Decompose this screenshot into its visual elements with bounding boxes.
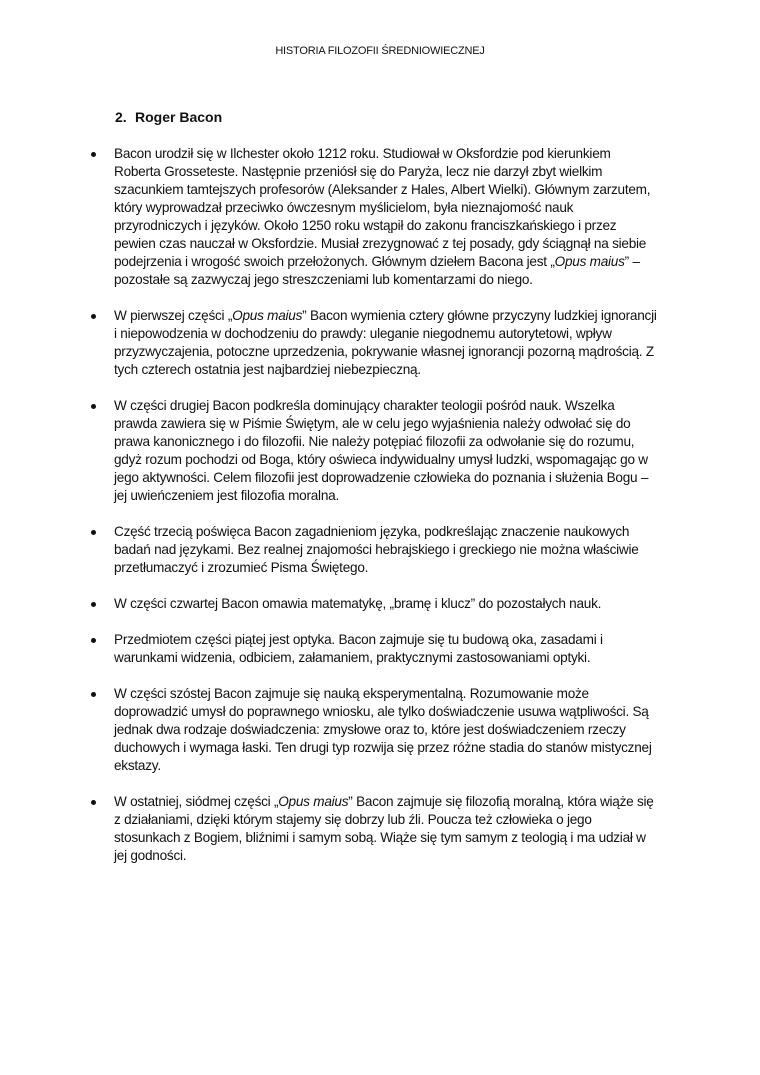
bullet-italic-title: Opus maius xyxy=(278,794,349,809)
bullet-text-part: Przedmiotem części piątej jest optyka. Bacon zajmuje się tu budową oka, zasadami i warunkami widzenia, odbiciem, załamaniem, praktycznymi zastosowaniami optyki. xyxy=(114,632,603,665)
bullet-item xyxy=(0,145,660,289)
bullet-text xyxy=(114,398,648,503)
bullet-text xyxy=(114,596,601,611)
bullet-item xyxy=(0,631,660,667)
bullet-item xyxy=(0,397,660,505)
bullet-icon xyxy=(91,638,96,643)
bullet-text-part: W części czwartej Bacon omawia matematykę, „bramę i klucz” do pozostałych nauk. xyxy=(114,596,602,611)
bullet-text-part: ” Bacon zajmuje się filozofią moralną, która wiąże się z działaniami, dzięki którym stajemy się dobrzy lub źli. Poucza też człowieka o jego stosunkach z Bogiem, bliźnimi i samym sobą. Wiąże się tym samym z teologią i ma udział w jej godności. xyxy=(114,794,654,863)
bullet-icon xyxy=(91,152,96,157)
bullet-item xyxy=(0,685,660,775)
bullet-item xyxy=(0,793,660,865)
bullet-text xyxy=(114,524,639,575)
bullet-text-part: W części szóstej Bacon zajmuje się nauką eksperymentalną. Rozumowanie może doprowadzić umysł do poprawnego wniosku, ale tylko doświadczenie usuwa wątpliwości. Są jednak dwa rodzaje doświadczenia: zmysłowe oraz to, które jest doświadczeniem rzeczy duchowych i wymaga łaski. Ten drugi typ rozwija się przez różne stadia do stanów mistycznej ekstazy. xyxy=(114,686,652,773)
bullet-text-part: W części drugiej Bacon podkreśla dominujący charakter teologii pośród nauk. Wszelka prawda zawiera się w Piśmie Świętym, ale w celu jego wyjaśnienia należy odwołać się do prawa kanonicznego i do filozofii. Nie należy potępiać filozofii za odwołanie się do rozumu, gdyż rozum pochodzi od Boga, który oświeca indywidualny umysł ludzki, wspomagając go w jego aktywności. Celem filozofii jest doprowadzenie człowieka do poznania i służenia Bogu – jej uwieńczeniem jest filozofia moralna. xyxy=(114,398,649,503)
bullet-text xyxy=(114,308,657,377)
section-number: 2. xyxy=(115,109,127,125)
bullet-italic-title: Opus maius xyxy=(232,308,303,323)
bullet-text xyxy=(114,146,650,287)
bullet-text-part: ” Bacon wymienia cztery główne przyczyny ludzkiej ignorancji i niepowodzenia w dochodzeniu do prawdy: uleganie niegodnemu autorytetowi, wpływ przyzwyczajenia, potoczne uprzedzenia, pokrywanie własnej ignorancji pozorną mądrością. Z tych czterech ostatnia jest najbardziej niebezpieczną. xyxy=(114,308,657,377)
bullet-icon xyxy=(91,404,96,409)
running-header: HISTORIA FILOZOFII ŚREDNIOWIECZNEJ xyxy=(275,45,485,57)
bullet-text-part: Bacon urodził się w Ilchester około 1212 roku. Studiował w Oksfordzie pod kierunkiem Roberta Grosseteste. Następnie przeniósł się do Paryża, lecz nie darzył zbyt wielkim szacunkiem tamtejszych profesorów (Aleksander z Hales, Albert Wielki). Głównym zarzutem, który wyprowadzał przeciwko ówczesnym myślicielom, była nieznajomość nauk przyrodniczych i języków. Około 1250 roku wstąpił do zakonu franciszkańskiego i przez pewien czas nauczał w Oksfordzie. Musiał zrezygnować z tej posady, gdy ściągnął na siebie podejrzenia i wrogość swoich przełożonych. Głównym dziełem Bacona jest „ xyxy=(114,146,651,269)
bullet-text xyxy=(114,632,603,665)
bullet-item xyxy=(0,523,660,577)
bullet-list xyxy=(0,145,760,883)
bullet-text xyxy=(114,794,654,863)
bullet-icon xyxy=(91,314,96,319)
section-heading xyxy=(115,109,222,125)
bullet-item xyxy=(0,307,660,379)
bullet-icon xyxy=(91,800,96,805)
bullet-icon xyxy=(91,602,96,607)
bullet-italic-title: Opus maius xyxy=(554,254,625,269)
bullet-text xyxy=(114,686,652,773)
bullet-icon xyxy=(91,692,96,697)
bullet-text-part: Część trzecią poświęca Bacon zagadnieniom języka, podkreślając znaczenie naukowych badań nad językami. Bez realnej znajomości hebrajskiego i greckiego nie można właściwie przetłumaczyć i zrozumieć Pisma Świętego. xyxy=(114,524,639,575)
section-title: Roger Bacon xyxy=(135,109,223,125)
bullet-icon xyxy=(91,530,96,535)
bullet-text-part: W pierwszej części „ xyxy=(114,308,233,323)
bullet-text-part: ” – pozostałe są zazwyczaj jego streszczeniami lub komentarzami do niego. xyxy=(114,254,640,287)
bullet-item xyxy=(0,595,660,613)
bullet-text-part: W ostatniej, siódmej części „ xyxy=(114,794,279,809)
